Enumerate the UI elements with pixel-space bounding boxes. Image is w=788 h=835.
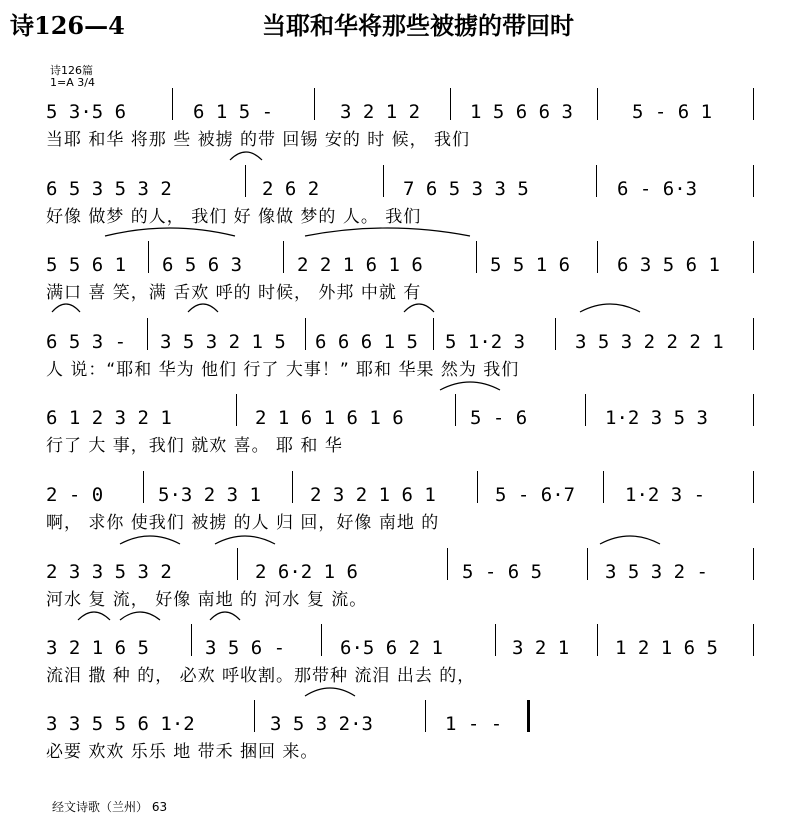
measure-notes: 1 - - <box>445 713 503 735</box>
measure-notes: 7 6 5 3 3 5 <box>403 178 529 200</box>
bar-line <box>237 548 238 580</box>
measure-notes: 6 6 6 1 5 <box>315 331 418 353</box>
score-line <box>0 98 788 162</box>
bar-line <box>597 624 598 656</box>
measure-notes: 3 2 1 6 5 <box>46 637 149 659</box>
lyrics-line: 行了 大 事，我们 就欢 喜。 耶 和 华 <box>46 436 343 456</box>
bar-line <box>587 548 588 580</box>
score-line <box>0 251 788 315</box>
measure-notes: 2 3 2 1 6 1 <box>310 484 436 506</box>
source-book: 经文诗歌（兰州） <box>52 800 149 814</box>
psalm-reference: 诗126篇 <box>50 64 93 77</box>
bar-line <box>753 165 754 197</box>
measure-notes: 3 3 5 5 6 1·2 <box>46 713 195 735</box>
note-line <box>38 98 760 126</box>
bar-line <box>753 88 754 120</box>
bar-line <box>245 165 246 197</box>
bar-line <box>254 700 255 732</box>
lyrics-line: 人 说：“耶和 华为 他们 行了 大事！” 耶和 华果 然为 我们 <box>46 360 520 380</box>
bar-line <box>147 318 148 350</box>
bar-line <box>597 88 598 120</box>
bar-line <box>555 318 556 350</box>
measure-notes: 2 2 1 6 1 6 <box>297 254 423 276</box>
lyrics-line: 满口 喜 笑，满 舌欢 呼的 时候， 外邦 中就 有 <box>46 283 422 303</box>
measure-notes: 5 - 6 <box>470 407 528 429</box>
bar-line <box>603 471 604 503</box>
key-and-time-signature: 1=A 3/4 <box>50 76 95 89</box>
measure-notes: 2 1 6 1 6 1 6 <box>255 407 404 429</box>
note-line <box>38 251 760 279</box>
lyrics-line: 必要 欢欢 乐乐 地 带禾 捆回 来。 <box>46 742 319 762</box>
measure-notes: 5 1·2 3 <box>445 331 526 353</box>
measure-notes: 5 5 6 1 <box>46 254 127 276</box>
measure-notes: 3 5 3 2 - <box>605 561 708 583</box>
bar-line <box>314 88 315 120</box>
note-line <box>38 175 760 203</box>
measure-notes: 3 5 3 2·3 <box>270 713 373 735</box>
bar-line <box>433 318 434 350</box>
bar-line <box>495 624 496 656</box>
lyrics-line: 流泪 撒 种 的， 必欢 呼收割。那带种 流泪 出去 的， <box>46 666 476 686</box>
bar-line <box>450 88 451 120</box>
measure-notes: 3 5 3 2 1 5 <box>160 331 286 353</box>
measure-notes: 5 5 1 6 <box>490 254 571 276</box>
measure-notes: 3 5 6 - <box>205 637 286 659</box>
bar-line <box>753 624 754 656</box>
measure-notes: 5 3·5 6 <box>46 101 127 123</box>
measure-notes: 3 2 1 <box>512 637 570 659</box>
measure-notes: 2 6 2 <box>262 178 320 200</box>
measure-notes: 1 2 1 6 5 <box>615 637 718 659</box>
measure-notes: 1 5 6 6 3 <box>470 101 573 123</box>
bar-line <box>305 318 306 350</box>
bar-line <box>585 394 586 426</box>
bar-line <box>753 471 754 503</box>
note-line <box>38 558 760 586</box>
bar-line <box>753 241 754 273</box>
measure-notes: 1·2 3 - <box>625 484 706 506</box>
bar-line <box>283 241 284 273</box>
bar-line <box>143 471 144 503</box>
song-title: 当耶和华将那些被掳的带回时 <box>262 12 574 40</box>
measure-notes: 2 6·2 1 6 <box>255 561 358 583</box>
lyrics-line: 好像 做梦 的人， 我们 好 像做 梦的 人。 我们 <box>46 207 422 227</box>
lyrics-line: 啊， 求你 使我们 被掳 的人 归 回，好像 南地 的 <box>46 513 440 533</box>
bar-line <box>753 548 754 580</box>
bar-line <box>191 624 192 656</box>
score-line <box>0 481 788 545</box>
page-footer <box>52 798 167 815</box>
bar-line <box>476 241 477 273</box>
bar-line <box>292 471 293 503</box>
measure-notes: 6 1 5 - <box>193 101 274 123</box>
page-number: 63 <box>151 800 168 814</box>
lyrics-line: 河水 复 流， 好像 南地 的 河水 复 流。 <box>46 590 368 610</box>
score-line <box>0 558 788 622</box>
note-line <box>38 481 760 509</box>
measure-notes: 6 5 3 5 3 2 <box>46 178 172 200</box>
song-number: 诗126—4 <box>10 11 125 40</box>
measure-notes: 5 - 6 1 <box>632 101 713 123</box>
measure-notes: 5·3 2 3 1 <box>158 484 261 506</box>
bar-line <box>447 548 448 580</box>
bar-line <box>383 165 384 197</box>
measure-notes: 6 3 5 6 1 <box>617 254 720 276</box>
bar-line <box>236 394 237 426</box>
measure-notes: 5 - 6 5 <box>462 561 543 583</box>
note-line <box>38 710 760 738</box>
measure-notes: 6·5 6 2 1 <box>340 637 443 659</box>
note-line <box>38 634 760 662</box>
lyrics-line: 当耶 和华 将那 些 被掳 的带 回锡 安的 时 候， 我们 <box>46 130 471 150</box>
bar-line <box>148 241 149 273</box>
bar-line <box>425 700 426 732</box>
bar-line <box>753 318 754 350</box>
measure-notes: 6 5 6 3 <box>162 254 243 276</box>
measure-notes: 2 - 0 <box>46 484 104 506</box>
score-line <box>0 710 788 774</box>
bar-line <box>477 471 478 503</box>
bar-line <box>597 241 598 273</box>
bar-line <box>321 624 322 656</box>
measure-notes: 6 - 6·3 <box>617 178 698 200</box>
measure-notes: 6 1 2 3 2 1 <box>46 407 172 429</box>
score-line <box>0 175 788 239</box>
bar-line <box>172 88 173 120</box>
score-line <box>0 404 788 468</box>
score-line <box>0 328 788 392</box>
note-line <box>38 404 760 432</box>
bar-line <box>455 394 456 426</box>
score-line <box>0 634 788 698</box>
measure-notes: 6 5 3 - <box>46 331 127 353</box>
measure-notes: 2 3 3 5 3 2 <box>46 561 172 583</box>
final-bar-line <box>527 700 530 732</box>
measure-notes: 1·2 3 5 3 <box>605 407 708 429</box>
bar-line <box>596 165 597 197</box>
bar-line <box>753 394 754 426</box>
measure-notes: 3 2 1 2 <box>340 101 421 123</box>
measure-notes: 5 - 6·7 <box>495 484 576 506</box>
measure-notes: 3 5 3 2 2 2 1 <box>575 331 724 353</box>
